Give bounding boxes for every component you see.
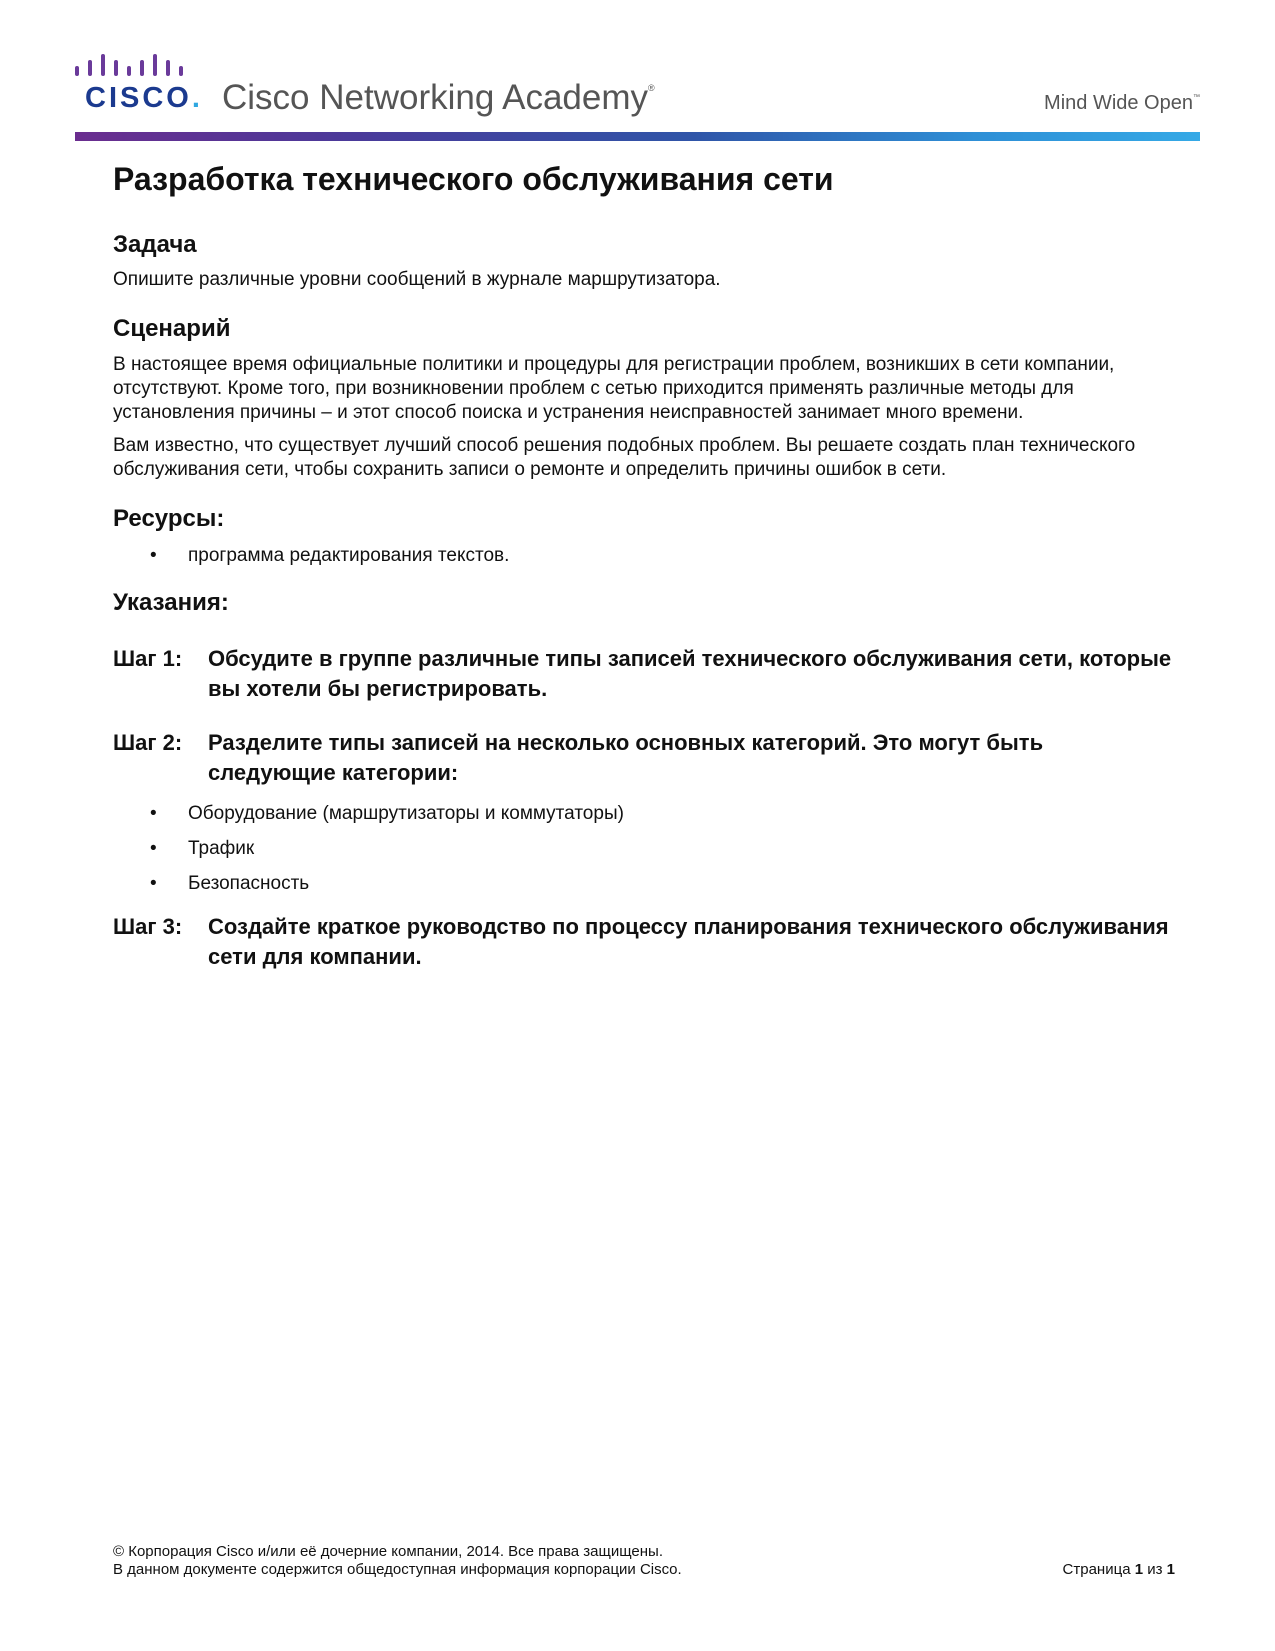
scenario-paragraph-1: В настоящее время официальные политики и процедуры для регистрации проблем, возникших в сети компании, отсутствуют. Кроме того, при возникновении проблем с сетью приходится применять различные методы для установления причины – и этот способ поиска и устранения неисправностей занимает много времени. [113,354,1115,423]
step-text: Создайте краткое руководство по процессу планирования технического обслуживания сети для компании. [208,914,1169,969]
list-item: • Трафик [150,838,255,859]
instructions-section [113,588,1173,972]
document-title: Разработка технического обслуживания сети [113,161,834,197]
bullet-icon: • [150,838,157,859]
list-item: • Оборудование (маршрутизаторы и коммутаторы) [150,803,624,824]
step-number: Шаг 3: [113,914,183,939]
cisco-logo-word: CISCO. [85,82,203,114]
step-3 [113,912,1173,972]
document-body [113,150,1173,972]
page-header [75,40,1200,140]
cisco-logo-bars-icon [75,48,190,84]
task-heading: Задача [113,231,197,258]
scenario-heading: Сценарий [113,315,231,342]
scenario-section [113,314,1173,482]
registered-mark: ® [648,83,655,93]
tagline: Mind Wide Open™ [1044,92,1200,114]
step-1 [113,644,1173,704]
page-counter: Страница 1 из 1 [1062,1561,1175,1578]
step-number: Шаг 1: [113,646,183,671]
list-item: • Безопасность [150,873,310,894]
resources-list [113,544,1173,568]
bullet-icon: • [150,803,157,824]
instructions-heading: Указания: [113,589,229,616]
public-info-line: В данном документе содержится общедоступная информация корпорации Cisco. [113,1561,682,1578]
bullet-icon: • [150,545,157,566]
scenario-paragraph-2: Вам известно, что существует лучший способ решения подобных проблем. Вы решаете создать план технического обслуживания сети, чтобы сохранить записи о ремонте и определить причины ошибок в сети. [113,435,1136,480]
step-text: Обсудите в группе различные типы записей технического обслуживания сети, которые вы хотели бы регистрировать. [208,646,1172,701]
step-number: Шаг 2: [113,730,183,755]
step-2 [113,728,1173,788]
categories-list [113,802,1173,896]
step-text: Разделите типы записей на несколько основных категорий. Это могут быть следующие категории: [208,730,1044,785]
page-footer [113,1543,1175,1579]
bullet-icon: • [150,873,157,894]
trademark-mark: ™ [1193,94,1200,101]
list-item: • программа редактирования текстов. [150,545,510,566]
header-gradient-bar [75,132,1200,141]
resources-heading: Ресурсы: [113,505,225,532]
resources-section [113,504,1173,568]
task-section [113,230,1173,292]
academy-title: Cisco Networking Academy® [222,78,655,117]
copyright-line: © Корпорация Cisco и/или её дочерние компании, 2014. Все права защищены. [113,1543,663,1560]
task-text: Опишите различные уровни сообщений в журнале маршрутизатора. [113,269,721,290]
